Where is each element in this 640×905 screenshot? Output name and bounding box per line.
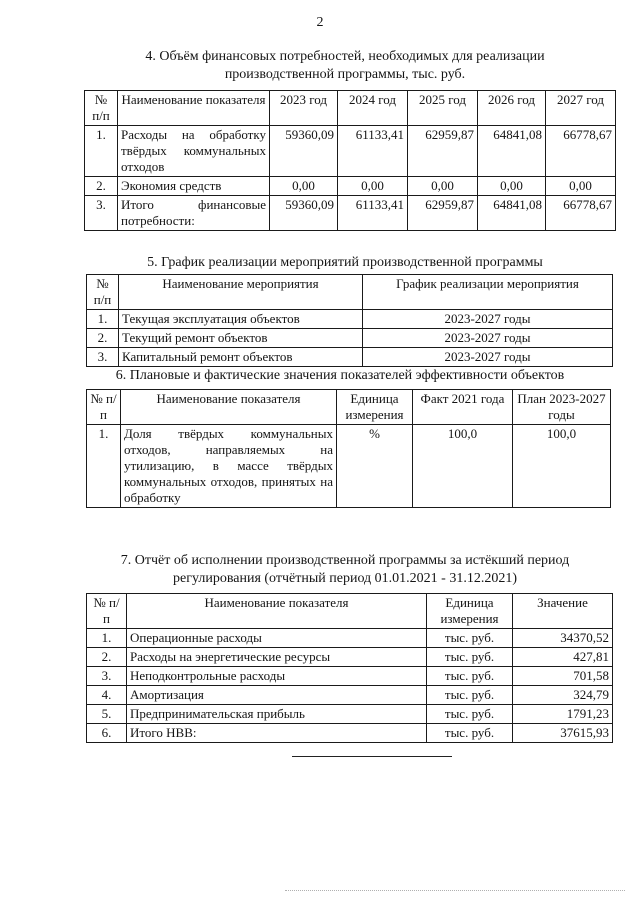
table-row [87,648,613,667]
col-name-header: Наименование мероприятия [119,275,363,310]
page-number: 2 [316,15,324,30]
table-header-row [85,91,616,126]
row-schedule: 2023-2027 годы [363,310,613,329]
value-cell: 66778,67 [546,196,616,231]
row-name: Текущая эксплуатация объектов [119,310,363,329]
row-name: Расходы на обработку твёрдых коммунальных отходов [118,126,270,177]
row-num: 3. [87,667,127,686]
row-plan: 100,0 [513,425,611,508]
col-name-header: Наименование показателя [127,594,427,629]
value-cell: 0,00 [338,177,408,196]
section-4-title [60,48,630,84]
table-header-row [87,390,611,425]
year-header: 2024 год [338,91,408,126]
row-unit: тыс. руб. [427,705,513,724]
row-value: 324,79 [513,686,613,705]
table-header-row [87,594,613,629]
efficiency-table [86,389,611,508]
col-fact-header: Факт 2021 года [413,390,513,425]
section-5-title: 5. График реализации мероприятий производственной программы [147,255,543,270]
value-cell: 59360,09 [270,126,338,177]
section-4-title-line2: производственной программы, тыс. руб. [224,67,466,82]
section-7-title-line1: 7. Отчёт об исполнении производственной программы за истёкший период [120,553,570,568]
row-num: 1. [87,629,127,648]
row-value: 427,81 [513,648,613,667]
row-value: 1791,23 [513,705,613,724]
closing-divider [292,756,452,757]
col-unit-header: Единица измерения [337,390,413,425]
year-header: 2025 год [408,91,478,126]
value-cell: 0,00 [270,177,338,196]
row-fact: 100,0 [413,425,513,508]
table-row [87,329,613,348]
table-row [87,629,613,648]
row-value: 34370,52 [513,629,613,648]
row-num: 1. [87,310,119,329]
value-cell: 64841,08 [478,196,546,231]
row-schedule: 2023-2027 годы [363,329,613,348]
col-num-header: № п/п [87,275,119,310]
table-row [87,724,613,743]
value-cell: 61133,41 [338,196,408,231]
row-num: 5. [87,705,127,724]
row-num: 3. [85,196,118,231]
row-name: Экономия средств [118,177,270,196]
schedule-table [86,274,613,367]
row-name: Текущий ремонт объектов [119,329,363,348]
value-cell: 0,00 [546,177,616,196]
table-header-row [87,275,613,310]
value-cell: 66778,67 [546,126,616,177]
row-unit: тыс. руб. [427,629,513,648]
col-num-header: № п/п [85,91,118,126]
col-num-header: № п/п [87,594,127,629]
value-cell: 0,00 [478,177,546,196]
col-plan-header: План 2023-2027 годы [513,390,611,425]
row-num: 1. [87,425,121,508]
row-name: Предпринимательская прибыль [127,705,427,724]
row-num: 1. [85,126,118,177]
col-schedule-header: График реализации мероприятия [363,275,613,310]
row-name: Операционные расходы [127,629,427,648]
row-unit: тыс. руб. [427,667,513,686]
row-num: 6. [87,724,127,743]
year-header: 2023 год [270,91,338,126]
section-7-title-line2: регулирования (отчётный период 01.01.2021 - 31.12.2021) [173,571,517,586]
value-cell: 62959,87 [408,196,478,231]
row-name: Неподконтрольные расходы [127,667,427,686]
table-row [85,196,616,231]
col-value-header: Значение [513,594,613,629]
value-cell: 64841,08 [478,126,546,177]
table-row [87,686,613,705]
year-header: 2027 год [546,91,616,126]
row-unit: % [337,425,413,508]
section-6-title: 6. Плановые и фактические значения показателей эффективности объектов [115,368,565,383]
value-cell: 62959,87 [408,126,478,177]
col-name-header: Наименование показателя [121,390,337,425]
row-name: Доля твёрдых коммунальных отходов, направляемых на утилизацию, в массе твёрдых коммунальных отходов, принятых на обработку [121,425,337,508]
row-num: 2. [87,648,127,667]
row-name: Итого финансовые потребности: [118,196,270,231]
section-7-title [60,552,630,588]
row-num: 2. [87,329,119,348]
row-unit: тыс. руб. [427,724,513,743]
row-num: 2. [85,177,118,196]
col-unit-header: Единица измерения [427,594,513,629]
table-row [85,126,616,177]
table-row [87,705,613,724]
row-num: 3. [87,348,119,367]
value-cell: 59360,09 [270,196,338,231]
report-table [86,593,613,743]
row-unit: тыс. руб. [427,686,513,705]
row-name: Итого НВВ: [127,724,427,743]
table-row [87,425,611,508]
footer-dotted-line [285,890,625,891]
table-row [87,667,613,686]
year-header: 2026 год [478,91,546,126]
financial-needs-table [84,90,616,231]
table-row [87,348,613,367]
row-name: Расходы на энергетические ресурсы [127,648,427,667]
row-value: 37615,93 [513,724,613,743]
col-name-header: Наименование показателя [118,91,270,126]
row-name: Капитальный ремонт объектов [119,348,363,367]
section-4-title-line1: 4. Объём финансовых потребностей, необходимых для реализации [145,49,545,64]
table-row [87,310,613,329]
value-cell: 0,00 [408,177,478,196]
row-value: 701,58 [513,667,613,686]
row-name: Амортизация [127,686,427,705]
table-row [85,177,616,196]
row-num: 4. [87,686,127,705]
value-cell: 61133,41 [338,126,408,177]
row-unit: тыс. руб. [427,648,513,667]
row-schedule: 2023-2027 годы [363,348,613,367]
col-num-header: № п/п [87,390,121,425]
